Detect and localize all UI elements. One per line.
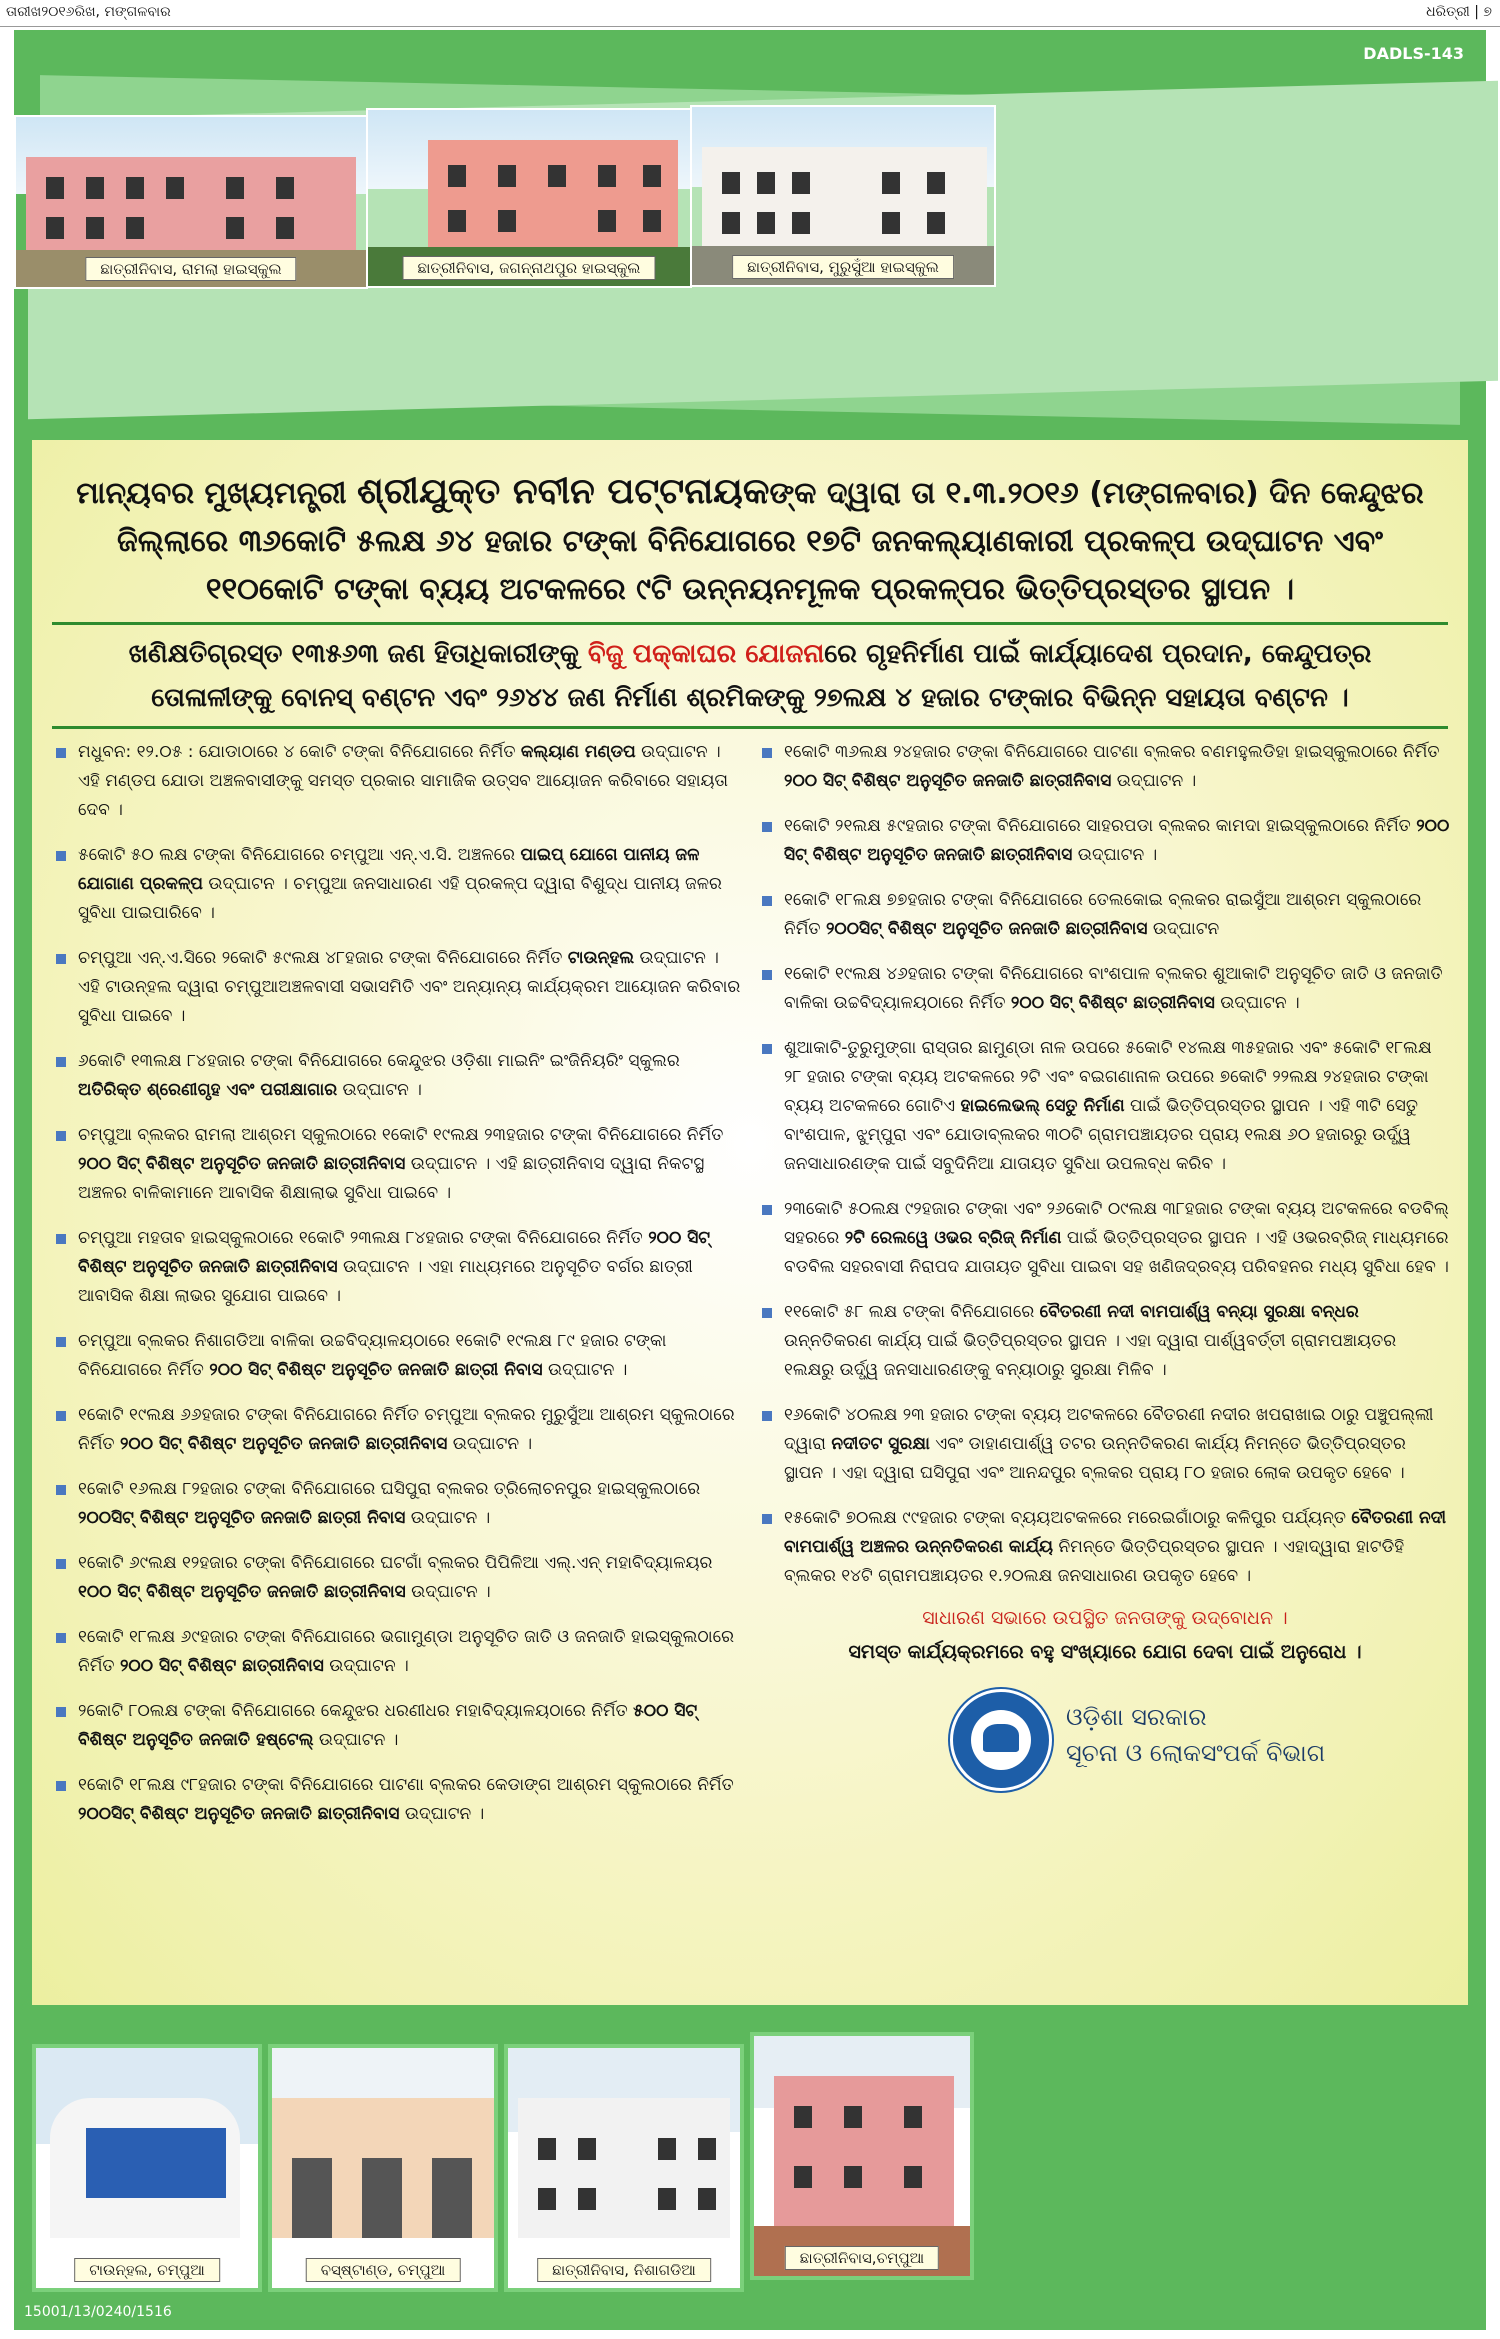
- project-item: [760, 1298, 1450, 1385]
- project-text: ୧କୋଟି ୧୮ଲକ୍ଷ ୬୯ହଜାର ଟଙ୍କା ବିନିଯୋଗରେ ଭଗାମୁଣ୍ଡା ଅନୁସୂଚିତ ଜାତି ଓ ଜନଜାତି ହାଇସ୍କୁଲଠାରେ ନିର୍ମିତ: [78, 1627, 735, 1676]
- project-highlight: ୨୦୦ସିଟ୍ ବିଶିଷ୍ଟ ଅନୁସୂଚିତ ଜନଜାତି ଛାତ୍ରୀନିବାସ: [825, 919, 1148, 939]
- project-item: [54, 738, 744, 825]
- project-detail: ଉଦ୍‌ଘାଟନ ।: [405, 1582, 491, 1602]
- project-detail: ଉଦ୍‌ଘାଟନ । ଏହା ମାଧ୍ୟମରେ ଅନୁସୂଚିତ ବର୍ଗର ଛାତ୍ରୀ ଆବାସିକ ଶିକ୍ଷା ଲାଭର ସୁଯୋଗ ପାଇବେ ।: [78, 1257, 693, 1306]
- project-detail: ଉଦ୍‌ଘାଟନ ।: [447, 1434, 533, 1454]
- subhead-post: ରେ ଗୃହନିର୍ମାଣ ପାଇଁ କାର୍ଯ୍ୟାଦେଶ ପ୍ରଦାନ, କେନ୍ଦୁପତ୍ର ତୋଳାଳୀଙ୍କୁ ବୋନସ୍ ବଣ୍ଟନ ଏବଂ ୨୬୪୪ ଜଣ ନିର୍ମାଣ ଶ୍ରମିକଙ୍କୁ ୨୭ଲକ୍ଷ ୪ ହଜାର ଟଙ୍କାର ବିଭିନ୍ନ ସହାୟତା ବଣ୍ଟନ ।: [151, 639, 1372, 713]
- project-highlight: ୨୦୦ ସିଟ୍ ବିଶିଷ୍ଟ ଅନୁସୂଚିତ ଜନଜାତି ଛାତ୍ରୀ ନିବାସ: [209, 1360, 543, 1380]
- project-item: [760, 1034, 1450, 1179]
- project-text: ୧କୋଟି ୧୮ଲକ୍ଷ ୭୭ହଜାର ଟଙ୍କା ବିନିଯୋଗରେ ତେଲକୋଇ ବ୍ଲକର ରାଇସୁଁଆ ଆଶ୍ରମ ସ୍କୁଲଠାରେ ନିର୍ମିତ: [784, 890, 1422, 939]
- top-photo-1-caption: ଛାତ୍ରୀନିବାସ, ରାମଲା ହାଇସ୍କୁଲ: [85, 257, 296, 281]
- project-item: [760, 1504, 1450, 1591]
- project-item: [54, 944, 744, 1031]
- project-detail: ଉନ୍ନତିକରଣ କାର୍ଯ୍ୟ ପାଇଁ ଭିତ୍ତିପ୍ରସ୍ତର ସ୍ଥାପନ । ଏହା ଦ୍ୱାରା ପାର୍ଶ୍ୱବର୍ତ୍ତୀ ଗ୍ରାମପଞ୍ଚାୟତର ୧ଲକ୍ଷରୁ ଉର୍ଦ୍ଧ୍ୱ ଜନସାଧାରଣଙ୍କୁ ବନ୍ୟାଠାରୁ ସୁରକ୍ଷା ମିଳିବ ।: [784, 1331, 1397, 1380]
- project-highlight: ବୈତରଣୀ ନଦୀ ବାମପାର୍ଶ୍ୱ ଅଞ୍ଚଳର ଉନ୍ନତିକରଣ କାର୍ଯ୍ୟ: [784, 1508, 1447, 1557]
- attendance-request: ସମସ୍ତ କାର୍ଯ୍ୟକ୍ରମରେ ବହୁ ସଂଖ୍ୟାରେ ଯୋଗ ଦେବା ପାଇଁ ଅନୁରୋଧ ।: [848, 1641, 1362, 1663]
- project-item: [54, 1549, 744, 1607]
- subheadline: [72, 632, 1428, 720]
- project-text: ୨କୋଟି ୮୦ଲକ୍ଷ ଟଙ୍କା ବିନିଯୋଗରେ କେନ୍ଦୁଝର ଧରଣୀଧର ମହାବିଦ୍ୟାଳୟଠାରେ ନିର୍ମିତ: [78, 1701, 634, 1721]
- project-item: [54, 1047, 744, 1105]
- bottom-photo-2: [268, 2044, 498, 2292]
- project-item: [54, 1623, 744, 1681]
- govt-signature: [760, 1689, 1450, 1799]
- project-highlight: ୨୦୦ ସିଟ୍ ବିଶିଷ୍ଟ ଅନୁସୂଚିତ ଜନଜାତି ଛାତ୍ରୀନିବାସ: [784, 771, 1112, 791]
- top-photo-3-caption: ଛାତ୍ରୀନିବାସ, ମୁରୁସୁଁଆ ହାଇସ୍କୁଲ: [732, 255, 954, 279]
- project-highlight: ନଦୀତଟ ସୁରକ୍ଷା: [831, 1434, 930, 1454]
- project-highlight: ଅତିରିକ୍ତ ଶ୍ରେଣୀଗୃହ ଏବଂ ପରୀକ୍ଷାଗାର: [78, 1080, 338, 1100]
- subhead-pre: ଖଣିକ୍ଷତିଗ୍ରସ୍ତ ୧୩୫୬୩ ଜଣ ହିତାଧିକାରୀଙ୍କୁ: [128, 639, 579, 669]
- project-detail: ଉଦ୍‌ଘାଟନ । ଏହି ଟାଉନ୍‌ହଲ ଦ୍ୱାରା ଚମ୍ପୁଆଅଞ୍ଚଳବାସୀ ସଭାସମିତି ଏବଂ ଅନ୍ୟାନ୍ୟ କାର୍ଯ୍ୟକ୍ରମ ଆୟୋଜନ କରିବାର ସୁବିଧା ପାଇବେ ।: [78, 948, 741, 1026]
- project-highlight: ୨ଟି ରେଲୱେ ଓଭର ବ୍ରିଜ୍ ନିର୍ମାଣ: [844, 1228, 1062, 1248]
- project-item: [54, 1697, 744, 1755]
- project-text: ୧କୋଟି ୨୧ଲକ୍ଷ ୫୯ହଜାର ଟଙ୍କା ବିନିଯୋଗରେ ସାହରପଡା ବ୍ଲକର କାମଦା ହାଇସ୍କୁଲଠାରେ ନିର୍ମିତ: [784, 816, 1417, 836]
- project-item: [54, 1121, 744, 1208]
- project-text: ୧କୋଟି ୧୮ଲକ୍ଷ ୯୮ହଜାର ଟଙ୍କା ବିନିଯୋଗରେ ପାଟଣା ବ୍ଲକର କେଡାଙ୍ଗ ଆଶ୍ରମ ସ୍କୁଲଠାରେ ନିର୍ମିତ: [78, 1775, 734, 1795]
- project-highlight: ୨୦୦ ସିଟ୍ ବିଶିଷ୍ଟ ଅନୁସୂଚିତ ଜନଜାତି ଛାତ୍ରୀନିବାସ: [78, 1154, 406, 1174]
- headline-post: ଙ୍କ ଦ୍ୱାରା ତା ୧.୩.୨୦୧୬ (ମଙ୍ଗଳବାର) ଦିନ କେନ୍ଦୁଝର ଜିଲ୍ଲାରେ ୩୬କୋଟି ୫ଲକ୍ଷ ୬୪ ହଜାର ଟଙ୍କା ବିନିଯୋଗରେ ୧୭ଟି ଜନକଲ୍ୟାଣକାରୀ ପ୍ରକଳ୍ପ ଉଦ୍‌ଘାଟନ ଏବଂ ୧୧୦କୋଟି ଟଙ୍କା ବ୍ୟୟ ଅଟକଳରେ ୯ଟି ଉନ୍ନୟନମୂଳକ ପ୍ରକଳ୍ପର ଭିତ୍ତିପ୍ରସ୍ତର ସ୍ଥାପନ ।: [117, 476, 1424, 607]
- project-item: [760, 886, 1450, 944]
- project-text: ୧୧କୋଟି ୫୮ ଲକ୍ଷ ଟଙ୍କା ବିନିଯୋଗରେ: [784, 1302, 1040, 1322]
- project-text: ମଧୁବନ: ୧୨.୦୫ : ଯୋଡାଠାରେ ୪ କୋଟି ଟଙ୍କା ବିନିଯୋଗରେ ନିର୍ମିତ: [78, 742, 521, 762]
- project-item: [760, 1401, 1450, 1488]
- project-detail: ଉଦ୍‌ଘାଟନ । ଏହି ମଣ୍ଡପ ଯୋଡା ଅଞ୍ଚଳବାସୀଙ୍କୁ ସମସ୍ତ ପ୍ରକାର ସାମାଜିକ ଉତ୍ସବ ଆୟୋଜନ କରିବାରେ ସହାୟତା ଦେବ ।: [78, 742, 729, 820]
- project-highlight: ବୈତରଣୀ ନଦୀ ବାମପାର୍ଶ୍ୱ ବନ୍ୟା ସୁରକ୍ଷା ବନ୍ଧର: [1039, 1302, 1359, 1322]
- project-highlight: ୨୦୦ସିଟ୍ ବିଶିଷ୍ଟ ଅନୁସୂଚିତ ଜନଜାତି ଛାତ୍ରୀନିବାସ: [78, 1804, 400, 1824]
- project-detail: ଏବଂ ଡାହାଣପାର୍ଶ୍ୱ ତଟର ଉନ୍ନତିକରଣ କାର୍ଯ୍ୟ ନିମନ୍ତେ ଭିତ୍ତିପ୍ରସ୍ତର ସ୍ଥାପନ । ଏହା ଦ୍ୱାରା ଘସିପୁରା ଏବଂ ଆନନ୍ଦପୁର ବ୍ଲକର ପ୍ରାୟ ୮୦ ହଜାର ଲୋକ ଉପକୃତ ହେବେ ।: [784, 1434, 1406, 1483]
- project-detail: ଉଦ୍‌ଘାଟନ ।: [337, 1080, 422, 1100]
- top-photo-2-caption: ଛାତ୍ରୀନିବାସ, ଜଗନ୍ନାଥପୁର ହାଇସ୍କୁଲ: [403, 256, 656, 280]
- project-text: ଚମ୍ପୁଆ ବ୍ଲକର ରାମଲା ଆଶ୍ରମ ସ୍କୁଲଠାରେ ୧କୋଟି ୧୯ଲକ୍ଷ ୨୩ହଜାର ଟଙ୍କା ବିନିଯୋଗରେ ନିର୍ମିତ: [78, 1125, 724, 1145]
- odisha-emblem-icon: [950, 1689, 1052, 1791]
- project-detail: ପାଇଁ ଭିତ୍ତିପ୍ରସ୍ତର ସ୍ଥାପନ । ଏହି ଓଭରବ୍ରିଜ୍ ମାଧ୍ୟମରେ ବଡବିଲ ସହରବାସୀ ନିରାପଦ ଯାତାୟତ ସୁବିଧା ପାଇବା ସହ ଖଣିଜଦ୍ରବ୍ୟ ପରିବହନର ମଧ୍ୟ ସୁବିଧା ହେବ ।: [784, 1228, 1449, 1277]
- bottom-photo-1-caption: ଟାଉନ୍‌ହଲ, ଚମ୍ପୁଆ: [74, 2258, 220, 2282]
- project-detail: ଉଦ୍‌ଘାଟନ ।: [1214, 993, 1300, 1013]
- project-detail: ଉଦ୍‌ଘାଟନ ।: [1072, 845, 1158, 865]
- project-item: [760, 738, 1450, 796]
- project-highlight: ୨୦୦ ସିଟ୍ ବିଶିଷ୍ଟ ଅନୁସୂଚିତ ଜନଜାତି ଛାତ୍ରୀନିବାସ: [78, 1228, 711, 1277]
- project-item: [54, 841, 744, 928]
- project-text: ୧କୋଟି ୧୬ଲକ୍ଷ ୮୨ହଜାର ଟଙ୍କା ବିନିଯୋଗରେ ଘସିପୁରା ବ୍ଲକର ତ୍ରିଲୋଚନପୁର ହାଇସ୍କୁଲଠାରେ: [78, 1479, 701, 1499]
- project-text: ୧କୋଟି ୬୯ଲକ୍ଷ ୧୨ହଜାର ଟଙ୍କା ବିନିଯୋଗରେ ଘଟଗାଁ ବ୍ଲକର ପିପିଳିଆ ଏଲ୍.ଏନ୍ ମହାବିଦ୍ୟାଳୟର: [78, 1553, 713, 1573]
- project-detail: ଉଦ୍‌ଘାଟନ ।: [313, 1730, 399, 1750]
- headline-name: ଶ୍ରୀଯୁକ୍ତ ନବୀନ ପଟ୍ଟନାୟକ: [357, 471, 770, 512]
- project-text: ଶୁଆକାଟି-ତୁରୁମୁଙ୍ଗା ରାସ୍ତାର ଛାମୁଣ୍ଡା ନାଳ ଉପରେ ୫କୋଟି ୧୪ଲକ୍ଷ ୩୫ହଜାର ଏବଂ ୫କୋଟି ୧୮ଲକ୍ଷ ୨୮ ହଜାର ଟଙ୍କା ବ୍ୟୟ ଅଟକଳରେ ୨ଟି ଏବଂ ବଇଗଣାନାଳ ଉପରେ ୭କୋଟି ୨୨ଲକ୍ଷ ୨୪ହଜାର ଟଙ୍କା ବ୍ୟୟ ଅଟକଳରେ ଗୋଟିଏ: [784, 1038, 1432, 1116]
- top-photo-3: [690, 105, 996, 287]
- project-highlight: ୧୦୦ ସିଟ୍ ବିଶିଷ୍ଟ ଅନୁସୂଚିତ ଜନଜାତି ଛାତ୍ରୀନିବାସ: [78, 1582, 406, 1602]
- project-highlight: ୫୦୦ ସିଟ୍ ବିଶିଷ୍ଟ ଅନୁସୂଚିତ ଜନଜାତି ହଷ୍ଟେଲ୍: [78, 1701, 698, 1750]
- left-column: [54, 738, 744, 1845]
- project-highlight: ହାଇଲେଭଲ୍ ସେତୁ ନିର୍ମାଣ: [960, 1096, 1125, 1116]
- project-text: ୧୬କୋଟି ୪୦ଲକ୍ଷ ୨୩ ହଜାର ଟଙ୍କା ବ୍ୟୟ ଅଟକଳରେ ବୈତରଣୀ ନଦୀର ଖପରାଖାଇ ଠାରୁ ପଞ୍ଚୁପଲ୍ଲୀ ଦ୍ୱାରା: [784, 1405, 1434, 1454]
- advertisement: [14, 30, 1486, 2330]
- release-code: 15001/13/0240/1516: [24, 2304, 172, 2320]
- project-item: [760, 1195, 1450, 1282]
- project-detail: ପାଇଁ ଭିତ୍ତିପ୍ରସ୍ତର ସ୍ଥାପନ । ଏହି ୩ଟି ସେତୁ ବାଂଶପାଳ, ଝୁମ୍ପୁରା ଏବଂ ଯୋଡାବ୍ଲକର ୩୦ଟି ଗ୍ରାମପଞ୍ଚାୟତର ପ୍ରାୟ ୧ଲକ୍ଷ ୬୦ ହଜାରରୁ ଉର୍ଦ୍ଧ୍ୱ ଜନସାଧାରଣଙ୍କ ପାଇଁ ସବୁଦିନିଆ ଯାତାୟତ ସୁବିଧା ଉପଲବ୍ଧ କରିବ ।: [784, 1096, 1418, 1174]
- bottom-photo-4: [750, 2032, 974, 2280]
- project-highlight: ଟାଉନ୍‌ହଲ: [567, 948, 635, 968]
- divider-top: [52, 622, 1448, 625]
- project-detail: ଉଦ୍‌ଘାଟନ ।: [542, 1360, 628, 1380]
- govt-name: ଓଡ଼ିଶା ସରକାର: [1066, 1703, 1207, 1731]
- masthead-page: ଧରିତ୍ରୀ | ୭: [1426, 4, 1492, 20]
- project-item: [54, 1401, 744, 1459]
- main-panel: [32, 440, 1468, 2005]
- project-text: ୬କୋଟି ୧୩ଲକ୍ଷ ୮୪ହଜାର ଟଙ୍କା ବିନିଯୋଗରେ କେନ୍ଦୁଝର ଓଡ଼ିଶା ମାଇନିଂ ଇଂଜିନିୟରିଂ ସ୍କୁଲର: [78, 1051, 680, 1071]
- project-item: [54, 1475, 744, 1533]
- headline-pre: ମାନ୍ୟବର ମୁଖ୍ୟମନ୍ତ୍ରୀ: [76, 476, 347, 511]
- govt-dept: ସୂଚନା ଓ ଲୋକସଂପର୍କ ବିଭାଗ: [1066, 1739, 1326, 1767]
- subhead-scheme: ବିଜୁ ପକ୍କାଘର ଯୋଜନା: [587, 639, 825, 669]
- bottom-photo-1: [32, 2044, 262, 2292]
- project-detail: ଉଦ୍‌ଘାଟନ ।: [399, 1804, 485, 1824]
- public-address-note: ସାଧାରଣ ସଭାରେ ଉପସ୍ଥିତ ଜନତାଙ୍କୁ ଉଦ୍‌ବୋଧନ ।: [922, 1607, 1288, 1629]
- project-detail: ଉଦ୍‌ଘାଟନ ।: [405, 1508, 491, 1528]
- newspaper-masthead: [0, 0, 1500, 27]
- project-detail: ନିମନ୍ତେ ଭିତ୍ତିପ୍ରସ୍ତର ସ୍ଥାପନ । ଏହାଦ୍ୱାରା ହାଟଡିହି ବ୍ଲକର ୧୪ଟି ଗ୍ରାମପଞ୍ଚାୟତର ୧.୨୦ଲକ୍ଷ ଜନସାଧାରଣ ଉପକୃତ ହେବେ ।: [784, 1537, 1405, 1586]
- ad-code: DADLS-143: [1363, 44, 1464, 63]
- project-text: ୨୩କୋଟି ୫୦ଲକ୍ଷ ୯୨ହଜାର ଟଙ୍କା ଏବଂ ୨୬କୋଟି ୦୯ଲକ୍ଷ ୩୮ହଜାର ଟଙ୍କା ବ୍ୟୟ ଅଟକଳରେ ବଡବିଲ୍ ସହରରେ: [784, 1199, 1449, 1248]
- project-highlight: ୨୦୦ ସିଟ୍ ବିଶିଷ୍ଟ ଅନୁସୂଚିତ ଜନଜାତି ଛାତ୍ରୀନିବାସ: [119, 1434, 448, 1454]
- project-highlight: ୨୦୦ ସିଟ୍ ବିଶିଷ୍ଟ ଅନୁସୂଚିତ ଜନଜାତି ଛାତ୍ରୀନିବାସ: [784, 816, 1450, 865]
- project-text: ଚମ୍ପୁଆ ଏନ୍.ଏ.ସିରେ ୨କୋଟି ୫୯ଲକ୍ଷ ୪୮ହଜାର ଟଙ୍କା ବିନିଯୋଗରେ ନିର୍ମିତ: [78, 948, 568, 968]
- project-highlight: ପାଇପ୍ ଯୋଗେ ପାନୀୟ ଜଳ ଯୋଗାଣ ପ୍ରକଳ୍ପ: [78, 845, 700, 894]
- project-detail: ଉଦ୍‌ଘାଟନ ।: [1111, 771, 1197, 791]
- divider-bottom: [52, 726, 1448, 729]
- top-photo-1: [14, 115, 368, 289]
- project-item: [760, 960, 1450, 1018]
- project-text: ଚମ୍ପୁଆ ବ୍ଲକର ନିଶାଗଡିଆ ବାଳିକା ଉଚ୍ଚବିଦ୍ୟାଳୟଠାରେ ୧କୋଟି ୧୯ଲକ୍ଷ ୮୯ ହଜାର ଟଙ୍କା ବିନିଯୋଗରେ ନିର୍ମିତ: [78, 1331, 667, 1380]
- bottom-photo-2-caption: ବସ୍‌ଷ୍ଟାଣ୍ଡ, ଚମ୍ପୁଆ: [306, 2258, 461, 2282]
- project-item: [760, 812, 1450, 870]
- bottom-photo-3: [504, 2044, 744, 2292]
- project-detail: ଉଦ୍‌ଘାଟନ । ଚମ୍ପୁଆ ଜନସାଧାରଣ ଏହି ପ୍ରକଳ୍ପ ଦ୍ୱାରା ବିଶୁଦ୍ଧ ପାନୀୟ ଜଳର ସୁବିଧା ପାଇପାରିବେ ।: [78, 874, 722, 923]
- project-text: ୧କୋଟି ୧୯ଲକ୍ଷ ୬୬ହଜାର ଟଙ୍କା ବିନିଯୋଗରେ ନିର୍ମିତ ଚମ୍ପୁଆ ବ୍ଲକର ମୁରୁସୁଁଆ ଆଶ୍ରମ ସ୍କୁଲଠାରେ ନିର୍ମିତ: [78, 1405, 735, 1454]
- headline: [72, 468, 1428, 614]
- project-highlight: କଲ୍ୟାଣ ମଣ୍ଡପ: [520, 742, 636, 762]
- project-detail: ଉଦ୍‌ଘାଟନ । ଏହି ଛାତ୍ରୀନିବାସ ଦ୍ୱାରା ନିକଟସ୍ଥ ଅଞ୍ଚଳର ବାଳିକାମାନେ ଆବାସିକ ଶିକ୍ଷାଲାଭ ସୁବିଧା ପାଇବେ ।: [78, 1154, 705, 1203]
- govt-text: [1066, 1699, 1325, 1771]
- project-highlight: ୨୦୦ ସିଟ୍ ବିଶିଷ୍ଟ ଛାତ୍ରୀନିବାସ: [1010, 993, 1215, 1013]
- project-detail: ଉଦ୍‌ଘାଟନ: [1147, 919, 1220, 939]
- project-detail: ଉଦ୍‌ଘାଟନ ।: [323, 1656, 409, 1676]
- masthead-date: ତାରୀଖ୨୦୧୬ରିଖ, ମଙ୍ଗଳବାର: [6, 4, 171, 20]
- project-text: ୧୫କୋଟି ୭୦ଲକ୍ଷ ୯୯ହଜାର ଟଙ୍କା ବ୍ୟୟଅଟକଳରେ ମରେଇଗାଁଠାରୁ କଳିପୁର ପର୍ଯ୍ୟନ୍ତ: [784, 1508, 1352, 1528]
- top-photo-2: [366, 108, 692, 288]
- project-text: ୧କୋଟି ୩୬ଲକ୍ଷ ୨୪ହଜାର ଟଙ୍କା ବିନିଯୋଗରେ ପାଟଣା ବ୍ଲକର ବଣମହୁଲଡିହା ହାଇସ୍କୁଲଠାରେ ନିର୍ମିତ: [784, 742, 1440, 762]
- bottom-photo-3-caption: ଛାତ୍ରୀନିବାସ, ନିଶାଗଡିଆ: [537, 2258, 711, 2282]
- project-highlight: ୨୦୦ ସିଟ୍ ବିଶିଷ୍ଟ ଛାତ୍ରୀନିବାସ: [119, 1656, 324, 1676]
- right-column: [760, 738, 1450, 1799]
- project-text: ୫କୋଟି ୫୦ ଲକ୍ଷ ଟଙ୍କା ବିନିଯୋଗରେ ଚମ୍ପୁଆ ଏନ୍.ଏ.ସି. ଅଞ୍ଚଳରେ: [78, 845, 521, 865]
- project-item: [54, 1327, 744, 1385]
- project-text: ୧କୋଟି ୧୯ଲକ୍ଷ ୪୬ହଜାର ଟଙ୍କା ବିନିଯୋଗରେ ବାଂଶପାଳ ବ୍ଲକର ଶୁଆକାଟି ଅନୁସୂଚିତ ଜାତି ଓ ଜନଜାତି ବାଳିକା ଉଚ୍ଚବିଦ୍ୟାଳୟଠାରେ ନିର୍ମିତ: [784, 964, 1443, 1013]
- project-item: [54, 1771, 744, 1829]
- project-highlight: ୨୦୦ସିଟ୍ ବିଶିଷ୍ଟ ଅନୁସୂଚିତ ଜନଜାତି ଛାତ୍ରୀ ନିବାସ: [78, 1508, 406, 1528]
- bottom-photo-4-caption: ଛାତ୍ରୀନିବାସ,ଚମ୍ପୁଆ: [785, 2246, 939, 2270]
- project-item: [54, 1224, 744, 1311]
- bottom-photos: [32, 2032, 1468, 2312]
- project-text: ଚମ୍ପୁଆ ମହତାବ ହାଇସ୍କୁଲଠାରେ ୧କୋଟି ୨୩ଲକ୍ଷ ୮୪ହଜାର ଟଙ୍କା ବିନିଯୋଗରେ ନିର୍ମିତ: [78, 1228, 649, 1248]
